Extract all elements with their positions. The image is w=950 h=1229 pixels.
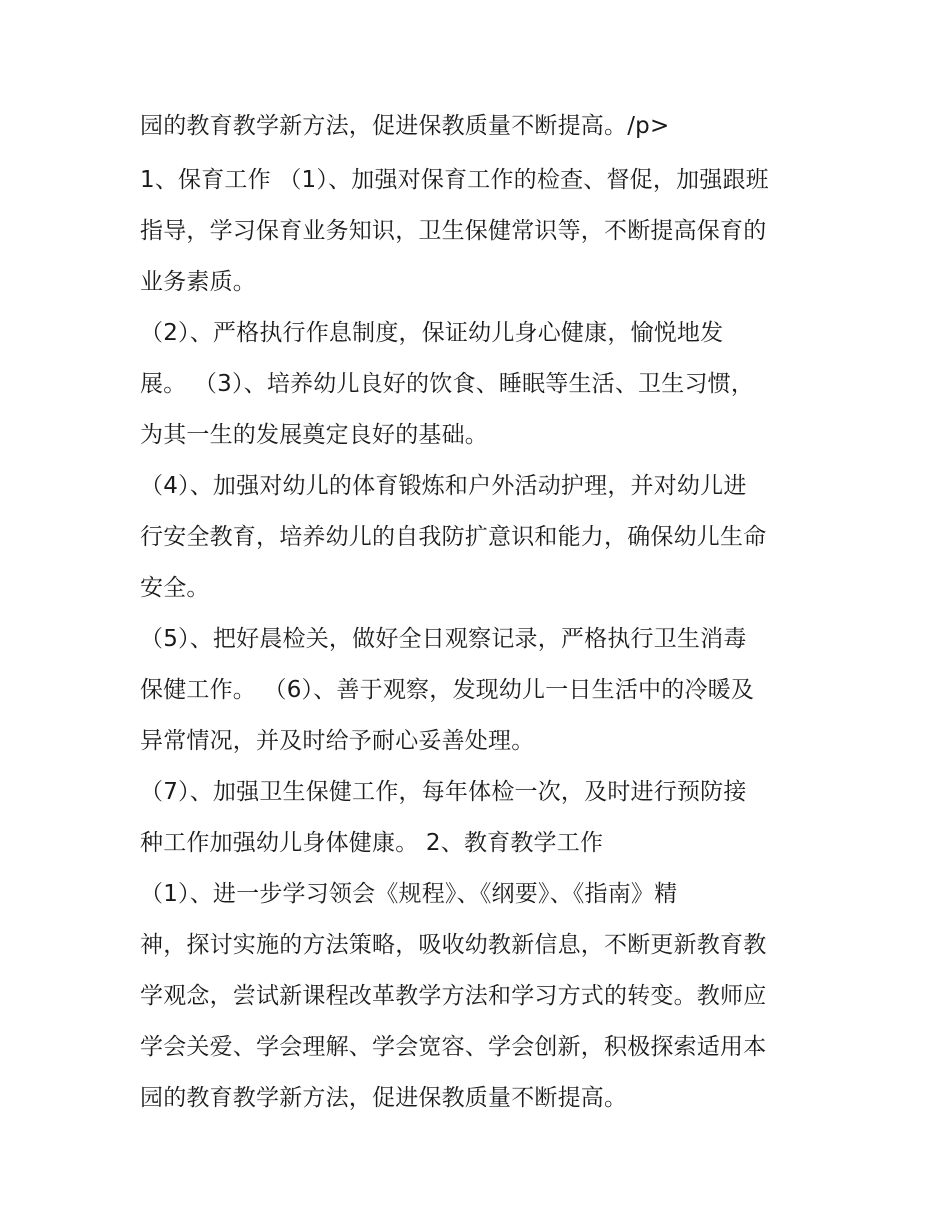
text-line: 园的教育教学新方法，促进保教质量不断提高。 — [140, 1085, 628, 1111]
text-line: 学会关爱、学会理解、学会宽容、学会创新，积极探索适用本 — [140, 1034, 767, 1060]
text-line: 为其一生的发展奠定良好的基础。 — [140, 422, 488, 448]
text-line: 业务素质。 — [140, 269, 256, 295]
text-line: 神，探讨实施的方法策略，吸收幼教新信息，不断更新教育教 — [140, 932, 767, 958]
text-line: （2）、严格执行作息制度，保证幼儿身心健康，愉悦地发 — [140, 320, 724, 346]
text-line: 指导，学习保育业务知识，卫生保健常识等，不断提高保育的 — [140, 218, 767, 244]
text-line: 学观念，尝试新课程改革教学方法和学习方式的转变。教师应 — [140, 983, 767, 1009]
text-line: 安全。 — [140, 575, 210, 601]
text-line: （1）、进一步学习领会《规程》、《纲要》、《指南》精 — [140, 881, 678, 907]
text-line: （4）、加强对幼儿的体育锻炼和户外活动护理，并对幼儿进 — [140, 473, 747, 499]
text-line: 园的教育教学新方法，促进保教质量不断提高。/p> — [140, 113, 670, 139]
text-line: 保健工作。 （6）、善于观察，发现幼儿一日生活中的冷暖及 — [140, 677, 755, 703]
text-line: 异常情况，并及时给予耐心妥善处理。 — [140, 728, 535, 754]
text-line: 种工作加强幼儿身体健康。 2、教育教学工作 — [140, 830, 604, 856]
text-line: 展。 （3）、培养幼儿良好的饮食、睡眠等生活、卫生习惯， — [140, 371, 755, 397]
text-line: 行安全教育，培养幼儿的自我防扩意识和能力，确保幼儿生命 — [140, 524, 767, 550]
text-line: （7）、加强卫生保健工作，每年体检一次，及时进行预防接 — [140, 779, 747, 805]
text-line: （5）、把好晨检关，做好全日观察记录，严格执行卫生消毒 — [140, 626, 747, 652]
text-line: 1、保育工作 （1）、加强对保育工作的检查、督促，加强跟班 — [140, 167, 769, 193]
